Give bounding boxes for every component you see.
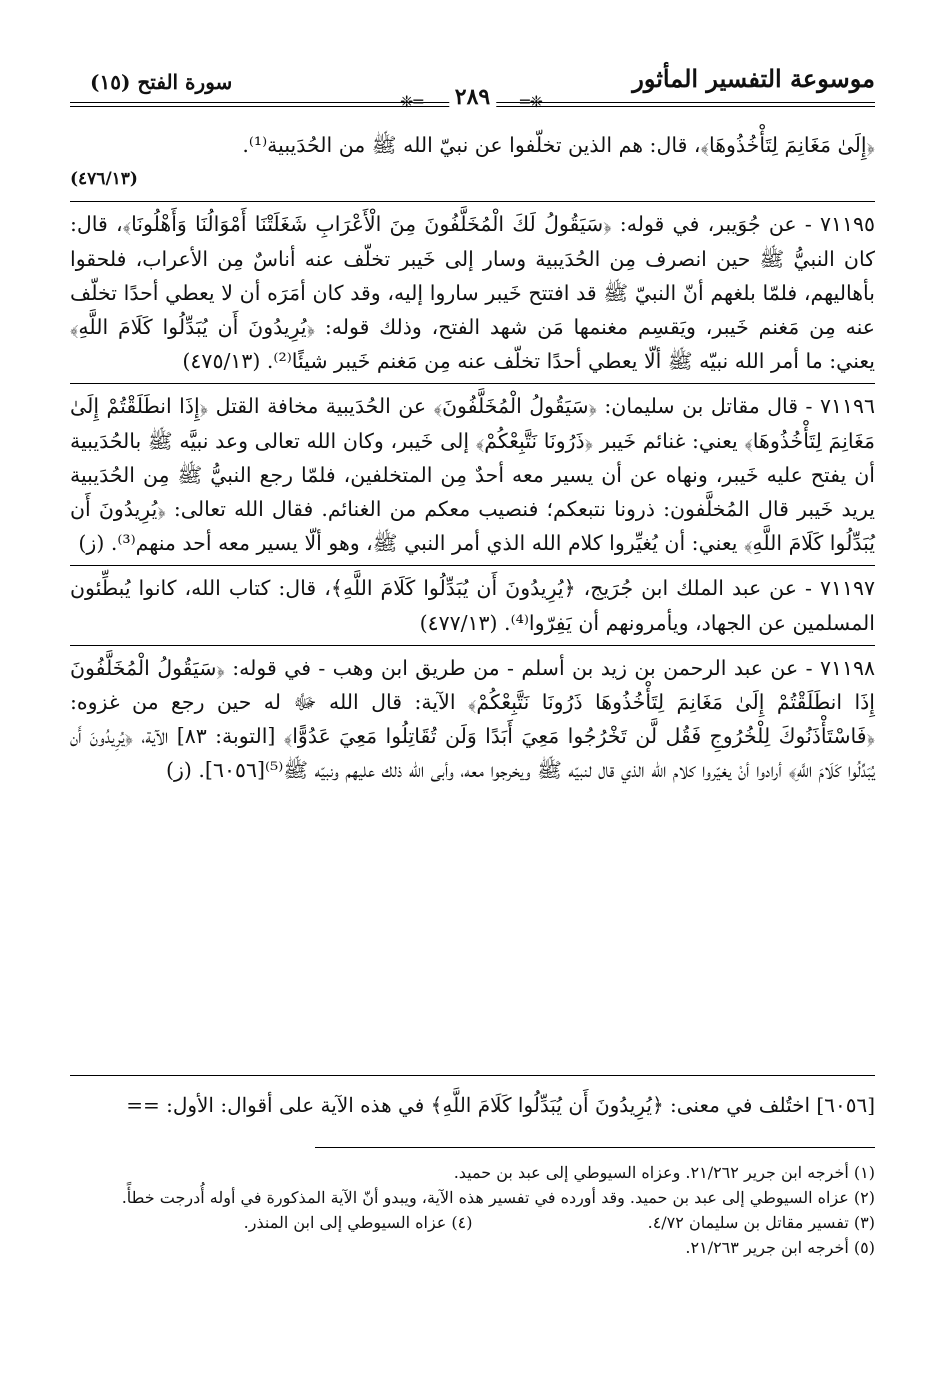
paragraph-continuation: ﴿إِلَىٰ مَغَانِمَ لِتَأْخُذُوهَا﴾، قال: هم الذين تخلّفوا عن نبيّ الله ﷺ من الحُدَيبية⁽¹⁾. xyxy=(242,133,875,157)
footnotes xyxy=(70,1160,875,1260)
entry-71198: ٧١١٩٨ - عن عبد الرحمن بن زيد بن أسلم - من طريق ابن وهب - في قوله: ﴿سَيَقُولُ الْمُخَلَّفُونَ إِذَا انطَلَقْتُمْ إِلَىٰ مَغَانِمَ لِتَأْخُذُوهَا ذَرُونَا نَتَّبِعْكُمْ﴾ الآية: قال الله ﷻ له حين رجع من غزوه: ﴿فَاسْتَأْذَنُوكَ لِلْخُرُوجِ فَقُل لَّن تَخْرُجُوا مَعِيَ أَبَدًا وَلَن تُقَاتِلُوا مَعِيَ عَدُوًّا﴾ [التوبة: ٨٣] الآية، ﴿يُرِيدُونَ أَن يُبَدِّلُوا كَلَامَ اللَّهِ﴾ أرادوا أنْ يغيّروا كلام الله الذي قال لنبيّه ﷺ ويخرجوا معه، وأبى الله ذلك عليهم ونبيّه ﷺ⁽⁵⁾[٦٠٥٦]. (ز) xyxy=(70,655,875,783)
footnote-4: (٤) عزاه السيوطي إلى ابن المنذر. xyxy=(243,1213,473,1232)
footnote-row xyxy=(70,1210,875,1235)
entry-71195: ٧١١٩٥ - عن جُوَيبر، في قوله: ﴿سَيَقُولُ لَكَ الْمُخَلَّفُونَ مِنَ الْأَعْرَابِ شَغَلَتْنَا أَمْوَالُنَا وَأَهْلُونَا﴾، قال: كان النبيُّ ﷺ حين انصرف مِن الحُدَيبية وسار إلى خَيبر تخلّف عنه أناسٌ مِن الأعراب، فلحقوا بأهاليهم، فلمّا بلغهم أنّ النبيّ ﷺ قد افتتح خَيبر ساروا إليه، وقد كان أمَرَه أن لا يعطي أحدًا تخلّف عنه مِن مَغنم خَيبر، ويَقسِم مغنمها مَن شهد الفتح، وذلك قوله: ﴿يُرِيدُونَ أَن يُبَدِّلُوا كَلَامَ اللَّهِ﴾ يعني: ما أمر الله نبيّه ﷺ ألّا يعطي أحدًا تخلّف عنه مِن مَغنم خَيبر شيئًا⁽²⁾. (٤٧٥/١٣) xyxy=(70,212,875,374)
page-number: ٢٨٩ xyxy=(449,84,496,110)
footnote-2: (٢) عزاه السيوطي إلى عبد بن حميد. وقد أورده في تفسير هذه الآية، ويبدو أنّ الآية المذكورة في أوله أُدرجت خطأً. xyxy=(121,1188,875,1207)
ornament-icon: ❈═ xyxy=(400,92,424,111)
notes-rule xyxy=(70,1075,875,1076)
page-header xyxy=(70,62,875,111)
entry-71197: ٧١١٩٧ - عن عبد الملك ابن جُرَيج، ﴿يُرِيدُونَ أَن يُبَدِّلُوا كَلَامَ اللَّهِ﴾، قال: كتاب الله، كانوا يُبطِّئون المسلمين عن الجهاد، ويأمرونهم أن يَفِرّوا⁽⁴⁾. (٤٧٧/١٣) xyxy=(70,576,875,635)
footnotes-rule xyxy=(315,1147,875,1148)
footnote-1: (١) أخرجه ابن جرير ٢١/٢٦٢. وعزاه السيوطي إلى عبد بن حميد. xyxy=(453,1163,875,1182)
volume-reference: (٤٧٦/١٣) xyxy=(70,169,138,190)
separator xyxy=(70,565,875,566)
commentary-note-6056: [٦٠٥٦] اختُلف في معنى: ﴿يُرِيدُونَ أَن يُبَدِّلُوا كَلَامَ اللَّهِ﴾ في هذه الآية على أقوال: الأول: == xyxy=(126,1093,875,1117)
surah-title: سورة الفتح (١٥) xyxy=(90,70,233,94)
separator xyxy=(70,383,875,384)
main-text xyxy=(70,128,875,788)
separator xyxy=(70,645,875,646)
entry-71196: ٧١١٩٦ - قال مقاتل بن سليمان: ﴿سَيَقُولُ الْمُخَلَّفُونَ﴾ عن الحُدَيبية مخافة القتل ﴿إِذَا انطَلَقْتُمْ إِلَىٰ مَغَانِمَ لِتَأْخُذُوهَا﴾ يعني: غنائم خَيبر ﴿ذَرُونَا نَتَّبِعْكُمْ﴾ إلى خَيبر، وكان الله تعالى وعد نبيَّه ﷺ بالحُدَيبية أن يفتح عليه خَيبر، ونهاه عن أن يسير معه أحدٌ مِن المتخلفين، فلمّا رجع النبيُّ ﷺ مِن الحُدَيبية يريد خَيبر قال المُخلَّفون: ذرونا نتبعكم؛ فنصيب معكم من الغنائم. فقال الله تعالى: ﴿يُرِيدُونَ أَن يُبَدِّلُوا كَلَامَ اللَّهِ﴾ يعني: أن يُغيِّروا كلام الله الذي أمر النبي ﷺ، وهو ألّا يسير معه أحد منهم⁽³⁾. (ز) xyxy=(70,394,875,556)
footnote-5: (٥) أخرجه ابن جرير ٢١/٢٦٣. xyxy=(685,1238,875,1257)
book-title: موسوعة التفسير المأثور xyxy=(632,64,875,93)
ornament-icon: ═❈ xyxy=(520,92,544,111)
separator xyxy=(70,201,875,202)
footnote-3: (٣) تفسير مقاتل بن سليمان ٤/٧٢. xyxy=(647,1213,875,1232)
